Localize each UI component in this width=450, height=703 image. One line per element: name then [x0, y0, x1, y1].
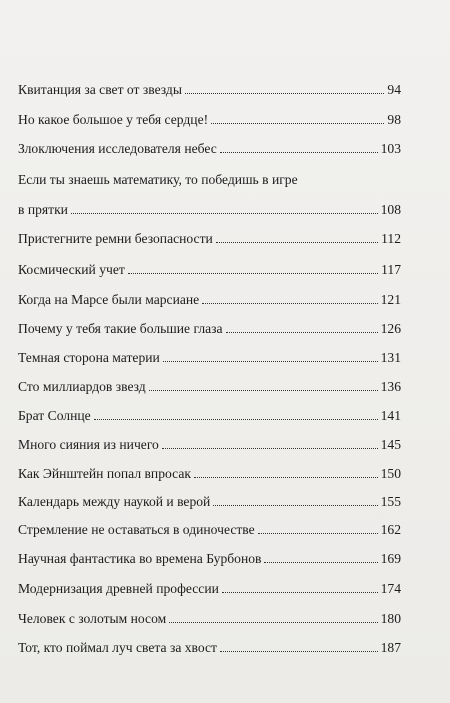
dot-leader	[194, 476, 378, 478]
dot-leader	[211, 122, 384, 124]
toc-entry-title: Но какое большое у тебя сердце!	[18, 112, 209, 127]
dot-leader	[222, 591, 378, 593]
toc-entry	[18, 494, 401, 510]
toc-entry	[18, 611, 401, 627]
toc-entry-page: 103	[380, 141, 401, 156]
dot-leader	[128, 272, 378, 274]
toc-entry-title: Модернизация древней профессии	[18, 581, 219, 596]
toc-entry-title: Когда на Марсе были марсиане	[18, 292, 200, 307]
toc-entry-page: 145	[380, 437, 401, 452]
toc-entry-title: Как Эйнштейн попал впросак	[18, 466, 191, 481]
toc-entry	[18, 551, 401, 567]
toc-entry-page: 112	[381, 231, 401, 246]
toc-entry	[18, 350, 401, 366]
toc-entry-title: Брат Солнце	[18, 408, 91, 423]
toc-entry-page: 180	[380, 611, 401, 626]
toc-entry-title: Пристегните ремни безопасности	[18, 231, 213, 246]
toc-entry	[18, 466, 401, 482]
toc-entry-page: 169	[380, 551, 401, 566]
toc-entry-title: Темная сторона материи	[18, 350, 160, 365]
toc-entry	[18, 112, 401, 128]
toc-entry	[18, 321, 401, 337]
toc-entry	[18, 231, 401, 247]
dot-leader	[149, 389, 378, 391]
toc-entry-page: 155	[380, 494, 401, 509]
toc-entry	[18, 292, 401, 308]
toc-entry	[18, 262, 401, 278]
toc-entry-title-line1: Если ты знаешь математику, то победишь в игре	[18, 172, 298, 187]
dot-leader	[169, 621, 377, 623]
toc-entry-page: 121	[380, 292, 401, 307]
dot-leader	[202, 302, 377, 304]
toc-entry	[18, 522, 401, 538]
toc-entry	[18, 82, 401, 98]
toc-entry-page: 141	[380, 408, 401, 423]
toc-entry-title: Сто миллиардов звезд	[18, 379, 146, 394]
toc-entry	[18, 172, 401, 218]
toc-entry-page: 126	[380, 321, 401, 336]
toc-entry-title: Почему у тебя такие большие глаза	[18, 321, 223, 336]
dot-leader	[162, 447, 378, 449]
dot-leader	[163, 360, 378, 362]
toc-entry-title: Космический учет	[18, 262, 125, 277]
toc-entry	[18, 581, 401, 597]
dot-leader	[258, 532, 378, 534]
toc-entry-title: Много сияния из ничего	[18, 437, 159, 452]
toc-entry-title: в прятки	[18, 202, 68, 217]
toc-entry-page: 108	[380, 202, 401, 217]
dot-leader	[226, 331, 378, 333]
toc-entry-title: Календарь между наукой и верой	[18, 494, 211, 509]
toc-entry-page: 94	[387, 82, 401, 97]
dot-leader	[264, 561, 377, 563]
dot-leader	[220, 650, 378, 652]
toc-entry	[18, 408, 401, 424]
toc-entry-title: Тот, кто поймал луч света за хвост	[18, 640, 217, 655]
toc-entry-page: 187	[380, 640, 401, 655]
toc-entry-title: Стремление не оставаться в одиночестве	[18, 522, 255, 537]
toc-entry-page: 131	[380, 350, 401, 365]
toc-entry	[18, 640, 401, 656]
toc-entry-page: 117	[381, 262, 401, 277]
dot-leader	[216, 241, 378, 243]
toc-entry-title: Человек с золотым носом	[18, 611, 167, 626]
toc-entry-page: 98	[387, 112, 401, 127]
toc-entry-title: Научная фантастика во времена Бурбонов	[18, 551, 262, 566]
toc-entry	[18, 379, 401, 395]
toc-entry-title: Злоключения исследователя небес	[18, 141, 217, 156]
toc-entry-page: 174	[380, 581, 401, 596]
toc-entry-page: 150	[380, 466, 401, 481]
dot-leader	[71, 212, 378, 214]
dot-leader	[220, 151, 378, 153]
toc-entry	[18, 437, 401, 453]
dot-leader	[213, 504, 377, 506]
toc-entry-page: 162	[380, 522, 401, 537]
toc-entry-page: 136	[380, 379, 401, 394]
dot-leader	[185, 92, 384, 94]
toc-entry	[18, 141, 401, 157]
toc-entry-title: Квитанция за свет от звезды	[18, 82, 182, 97]
dot-leader	[94, 418, 378, 420]
